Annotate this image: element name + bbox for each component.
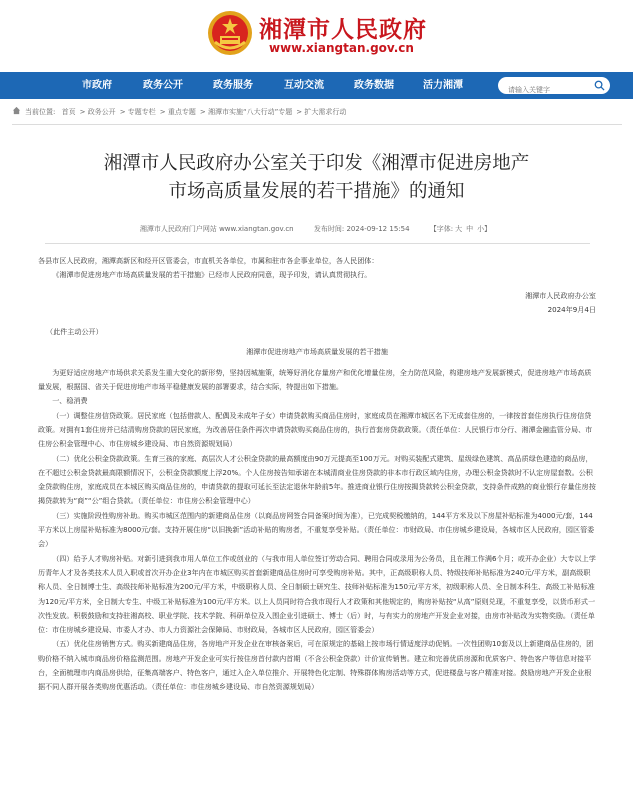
nav-item-public-affairs[interactable]: 政务公开 [143, 80, 183, 91]
nav-item-services[interactable]: 政务服务 [213, 80, 253, 91]
nav-item-data[interactable]: 政务数据 [354, 80, 394, 91]
measure-paragraph-4: （四）给予人才购房补贴。对新引进到我市用人单位工作或创业的（与我市用人单位签订劳动合同、聘用合同或录用为公务员，且在湘工作满6个月；或开办企业）大专以上学历青年人才及各类技术人员入职或首次开办企业3年内在市城区购买首套新建商品住房时可享受购房补贴。其中，正高级职称人员、特级技师补贴标准为240元/平方米，副高级职称人员、全日制博士生、高级技师补贴标准为200元/平方米，中级职称人员、全日制硕士研究生、技师补贴标准为150元/平方米，初级职称人员、全日制本科生、高级工补贴标准为120元/平方米，全日制大专生、中级工补贴标准为100元/平方米。以上人员同时符合我市现行人才政策和其他规定的，购房补贴按“从高”原则兑现，不重复享受，以货币形式一次性发放。积极鼓励和支持驻湘高校、职业学院、技术学院、科研单位及入围企业引进硕士、博士（后）时，与有实力的房地产开发企业对接，由房市补贴改为实物奖励。（责任单位：市住房城乡建设局、市委人才办、市人力资源社会保障局、市财政局，各城市区人民政府，园区管委会） [38, 553, 596, 635]
font-size-large[interactable]: 大 [455, 225, 463, 233]
article-title [0, 150, 633, 206]
font-size-small[interactable]: 小】 [477, 225, 492, 233]
breadcrumb-item-special-columns[interactable]: 专题专栏 [127, 108, 156, 116]
breadcrumb-item-home[interactable]: 首页 [61, 108, 76, 116]
search-icon[interactable] [594, 80, 605, 91]
breadcrumb-item-public-affairs[interactable]: 政务公开 [87, 108, 116, 116]
main-nav [0, 72, 633, 99]
section-subtitle: 湘潭市促进房地产市场高质量发展的若干措施 [246, 347, 388, 357]
breadcrumb-label: 当前位置: [25, 108, 56, 116]
site-name: 湘潭市人民政府 [259, 16, 427, 43]
article-title-line: 湘潭市人民政府办公室关于印发《湘潭市促进房地产 [103, 153, 530, 174]
article-title-line: 市场高质量发展的若干措施》的通知 [168, 181, 465, 202]
article-source: 湘潭市人民政府门户网站 www.xiangtan.gov.cn [139, 225, 294, 233]
article-meta [0, 224, 633, 234]
site-header [0, 0, 633, 70]
national-emblem-icon [207, 10, 253, 56]
nav-item-vibrant-xiangtan[interactable]: 活力湘潭 [423, 80, 463, 91]
section-heading: 一、稳消费 [52, 396, 88, 406]
site-url: www.xiangtan.gov.cn [269, 41, 414, 55]
font-size-medium[interactable]: 中 [466, 225, 474, 233]
intro-paragraph: 《湘潭市促进房地产市场高质量发展的若干措施》已经市人民政府同意，现予印发，请认真贯彻执行。 [52, 270, 372, 280]
sign-date: 2024年9月4日 [547, 304, 596, 314]
font-size-label: 【字体: [429, 225, 454, 233]
measure-paragraph-1: （一）调整住房信贷政策。居民家庭（包括借款人、配偶及未成年子女）申请贷款购买商品住房时，家庭成员在湘潭市城区名下无成套住房的，一律按首套住房执行住房信贷政策。对拥有1套住房并已结清购房贷款的居民家庭，为改善居住条件再次申请贷款购买商品住房的，执行首套房贷款政策。（责任单位：人民银行市分行、湘潭金融监管分局、市住房公积金管理中心、市住房城乡建设局、市自然资源规划局） [38, 410, 593, 449]
disclosure-note: （此件主动公开） [46, 327, 103, 337]
site-logo[interactable] [207, 8, 437, 64]
measure-paragraph-2: （二）优化公积金贷款政策。生育三孩的家庭、高层次人才公积金贷款的最高额度由90万元提高至100万元。对购买装配式建筑、星级绿色建筑、高品质绿色建造的商品房，在不超过公积金贷款最高限额情况下，公积金贷款额度上浮20%。个人住房按告知承诺在本城清商业住房贷款的非本市行政区域内住房，办理公积金贷款时不认定房屋套数。公积金贷款购住房，家庭成员在本城区购买商品住房的，申请贷款的提取可延长至法定退休年龄前5年。推进商业银行住房按揭贷款转公积金贷款，支持条件成熟的商业银行存量住房按揭贷款转为“商”“公”组合贷款。（责任单位：市住房公积金管理中心） [38, 453, 596, 506]
search-input[interactable] [498, 82, 588, 99]
measure-paragraph-5: （五）优化住房销售方式。购买新建商品住房，各房地产开发企业在审核备案后，可在原规定的基础上按市场行情适度浮动促销。一次性团购10套及以上新建商品住房的，团购价格不纳入城市商品房价格监测范围。房地产开发企业可实行按住房首付款内首期（不含公积金贷款）计价宣传销售。建立和完善优质房源和优质客户、特色客户等信息对接平台，全面梳理市内商品房供给，征集高端客户、特色客户，通过入企入单位推介、开展特色化定制、特殊群体购房活动等方式，促进楼盘与客户精准对接。鼓励房地产开发企业根据不同人群开展各类购房优惠活动。（责任单位：市住房城乡建设局、市自然资源规划局） [38, 639, 594, 692]
article-body [38, 254, 596, 695]
publish-time: 2024-09-12 15:54 [346, 225, 410, 233]
breadcrumb-item-demand-action[interactable]: 扩大需求行动 [304, 108, 347, 116]
preamble-paragraph: 为更好适应房地产市场供求关系发生重大变化的新形势，坚持因城施策，统筹好消化存量房产和优化增量住房，全力防范风险，构建房地产发展新模式，促进房地产市场高质量发展，根据国、省关于促进房地产市场平稳健康发展的部署要求，结合实际，特提出如下措施。 [38, 367, 592, 392]
search-box [498, 77, 610, 94]
divider [45, 243, 590, 244]
measure-paragraph-3: （三）实施阶段性购房补助。购买市城区范围内的新建商品住房（以商品房网签合同备案时间为准），已完成契税缴纳的，144平方米及以下房屋补贴标准为4000元/套，144平方米以上房屋补贴标准为8000元/套。支持开展住房“以旧换新”活动补贴的购房者，不重复享受补贴。（责任单位：市财政局、市住房城乡建设局，各城市区人民政府，园区管委会） [38, 510, 595, 549]
nav-item-government[interactable]: 市政府 [82, 80, 112, 91]
signer: 湘潭市人民政府办公室 [525, 290, 596, 300]
nav-item-interaction[interactable]: 互动交流 [284, 80, 324, 91]
breadcrumb-item-eight-actions[interactable]: 湘潭市实施“八大行动”专题 [207, 108, 293, 116]
addressee: 各县市区人民政府，湘潭高新区和经开区管委会，市直机关各单位，市属和驻市各企事业单位，各人民团体： [38, 256, 379, 265]
publish-time-label: 发布时间: [313, 225, 345, 233]
breadcrumb-item-key-topics[interactable]: 重点专题 [167, 108, 196, 116]
breadcrumb: 当前位置: 首页 > 政务公开 > 专题专栏 > 重点专题 > 湘潭市实施“八大行动”专题 > 扩大需求行动 [12, 104, 622, 125]
home-icon [12, 106, 21, 115]
